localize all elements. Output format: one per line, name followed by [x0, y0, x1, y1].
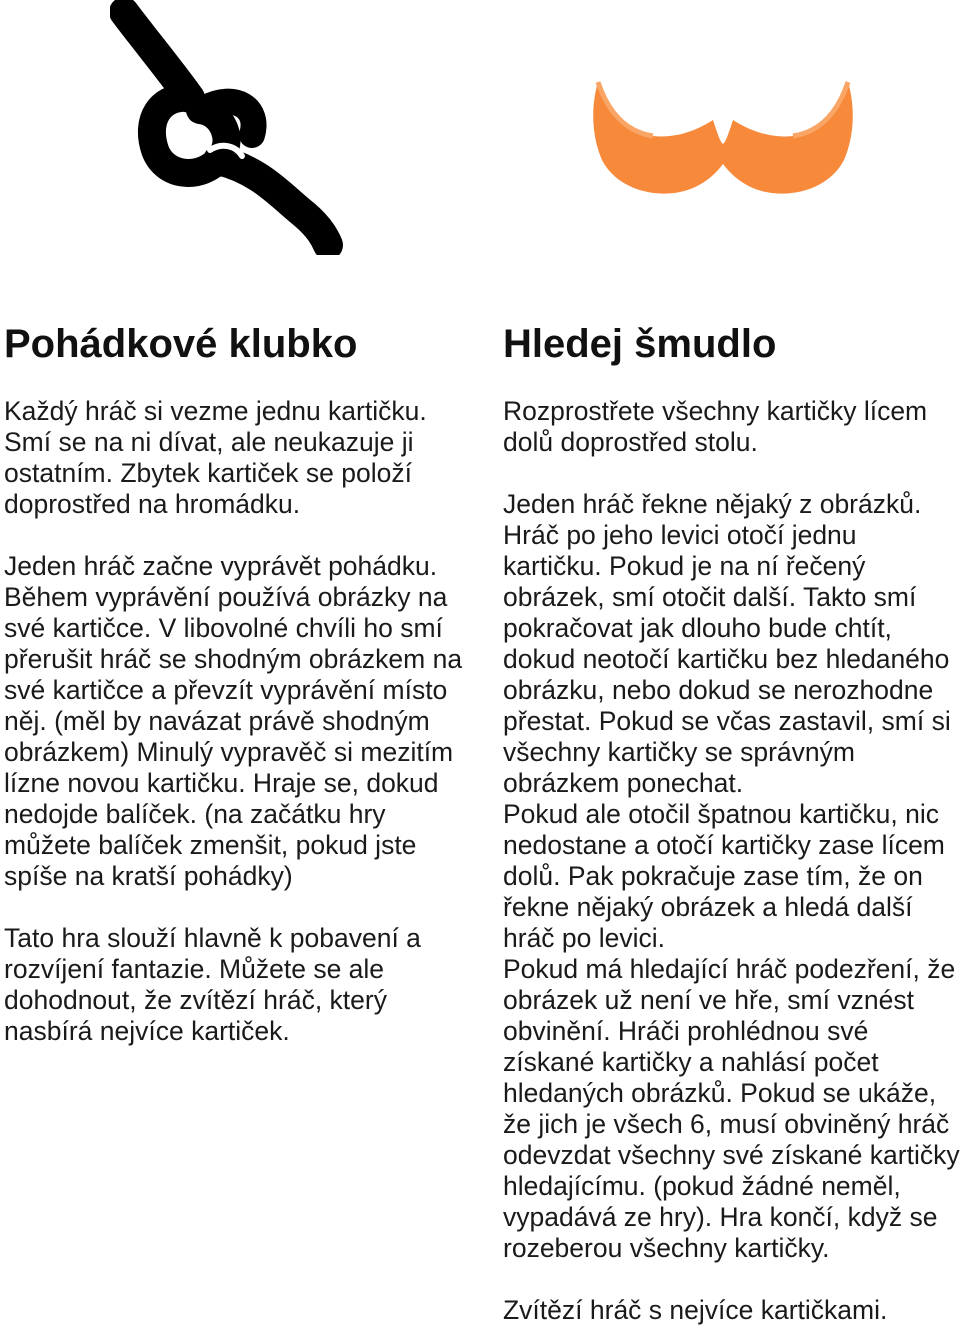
- right-column: [503, 318, 960, 1326]
- paragraph: Jeden hráč začne vyprávět pohádku. Během vyprávění používá obrázky na své kartičce. V libovolné chvíli ho smí přerušit hráč se shodným obrázkem na své kartičce a převzít vyprávění místo něj. (měl by navázat právě shodným obrázkem) Minulý vypravěč si mezitím lízne novou kartičku. Hraje se, dokud nedojde balíček. (na začátku hry můžete balíček zmenšit, pokud jste spíše na kratší pohádky): [4, 551, 463, 891]
- paragraph: Každý hráč si vezme jednu kartičku. Smí se na ni dívat, ale neukazuje ji ostatním. Zbytek kartiček se položí doprostřed na hromádku.: [4, 396, 427, 519]
- game-title-hledej-smudlo: Hledej šmudlo: [503, 322, 777, 366]
- orange-bra-icon: [588, 72, 858, 202]
- black-coiled-cord-icon: [110, 0, 350, 255]
- paragraph: Pokud má hledající hráč podezření, že obrázek už není ve hře, smí vznést obvinění. Hráči prohlédnou své získané kartičky a nahlásí počet hledaných obrázků. Pokud se ukáže, že jich je všech 6, musí obviněný hráč odevzdat všechny své získané kartičky hledajícímu. (pokud žádné neměl, vypadává ze hry). Hra končí, když se rozeberou všechny kartičky.: [503, 954, 960, 1263]
- left-column: [4, 318, 474, 1078]
- paragraph: Jeden hráč řekne nějaký z obrázků. Hráč po jeho levici otočí jednu kartičku. Pokud je na ní řečený obrázek, smí otočit další. Takto smí pokračovat jak dlouho bude chtít, dokud neotočí kartičku bez hledaného obrázku, nebo dokud se nerozhodne přestat. Pokud se včas zastavil, smí si všechny kartičky se správným obrázkem ponechat.: [503, 489, 951, 798]
- winner-paragraph: Zvítězí hráč s nejvíce kartičkami.: [503, 1295, 888, 1325]
- paragraph: Rozprostřete všechny kartičky lícem dolů doprostřed stolu.: [503, 396, 928, 457]
- paragraph: Tato hra slouží hlavně k pobavení a rozvíjení fantazie. Můžete se ale dohodnout, že zvítězí hráč, který nasbírá nejvíce kartiček.: [4, 923, 421, 1046]
- game-title-pohadkove-klubko: Pohádkové klubko: [4, 322, 358, 366]
- paragraph: Pokud ale otočil špatnou kartičku, nic nedostane a otočí kartičky zase lícem dolů. Pak pokračuje zase tím, že on řekne nějaký obrázek a hledá další hráč po levici.: [503, 799, 945, 953]
